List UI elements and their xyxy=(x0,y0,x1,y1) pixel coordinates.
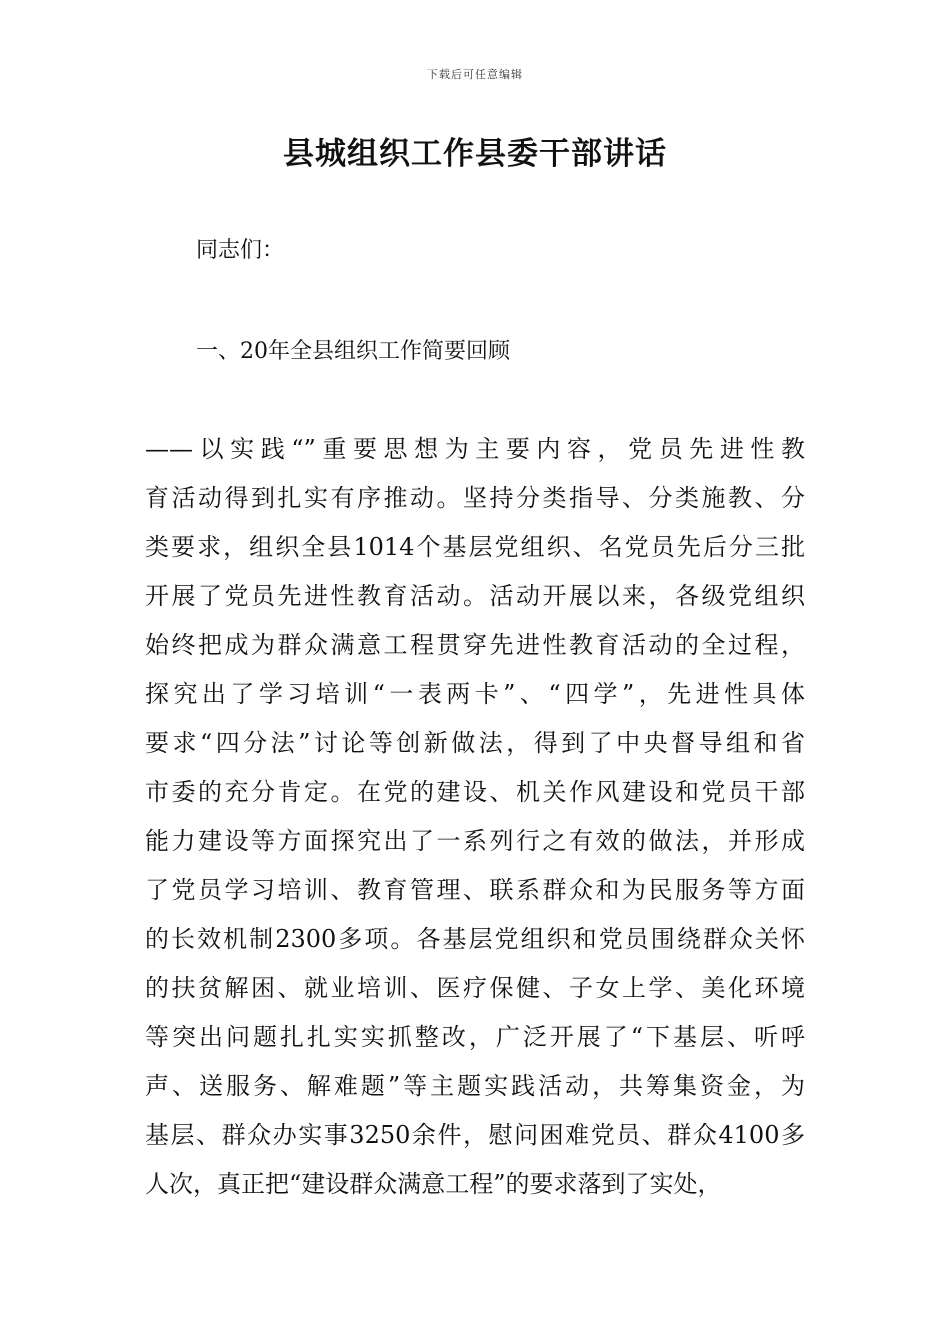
body-line: 始终把成为群众满意工程贯穿先进性教育活动的全过程， xyxy=(145,631,805,659)
page-title: 县城组织工作县委干部讲话 xyxy=(283,136,667,172)
body-line: 人次，真正把“建设群众满意工程”的要求落到了实处， xyxy=(145,1170,722,1198)
body-line: 的扶贫解困、就业培训、医疗保健、子女上学、美化环境 xyxy=(145,974,805,1002)
body-line: 市委的充分肯定。在党的建设、机关作风建设和党员干部 xyxy=(145,778,805,806)
body-line: 了党员学习培训、教育管理、联系群众和为民服务等方面 xyxy=(145,876,805,904)
body-line: 的长效机制2300多项。各基层党组织和党员围绕群众关怀 xyxy=(145,925,805,953)
body-line: 育活动得到扎实有序推动。坚持分类指导、分类施教、分 xyxy=(145,484,805,512)
body-paragraph xyxy=(145,425,805,1209)
body-line: 类要求，组织全县1014个基层党组织、名党员先后分三批 xyxy=(145,533,805,561)
body-line: 探究出了学习培训“一表两卡”、“四学”，先进性具体 xyxy=(145,680,805,708)
body-line: 基层、群众办实事3250余件，慰问困难党员、群众4100多 xyxy=(145,1121,805,1149)
body-line: 要求“四分法”讨论等创新做法，得到了中央督导组和省 xyxy=(145,729,805,757)
body-line: 开展了党员先进性教育活动。活动开展以来，各级党组织 xyxy=(145,582,805,610)
body-line: 等突出问题扎扎实实抓整改，广泛开展了“下基层、听呼 xyxy=(145,1023,805,1051)
header-note: 下载后可任意编辑 xyxy=(427,68,523,81)
section-heading: 一、20年全县组织工作简要回顾 xyxy=(196,339,510,364)
body-line: 声、送服务、解难题”等主题实践活动，共筹集资金，为 xyxy=(145,1072,805,1100)
salutation: 同志们： xyxy=(196,238,285,263)
body-line: ——以实践“”重要思想为主要内容，党员先进性教 xyxy=(145,435,805,463)
body-line: 能力建设等方面探究出了一系列行之有效的做法，并形成 xyxy=(145,827,805,855)
